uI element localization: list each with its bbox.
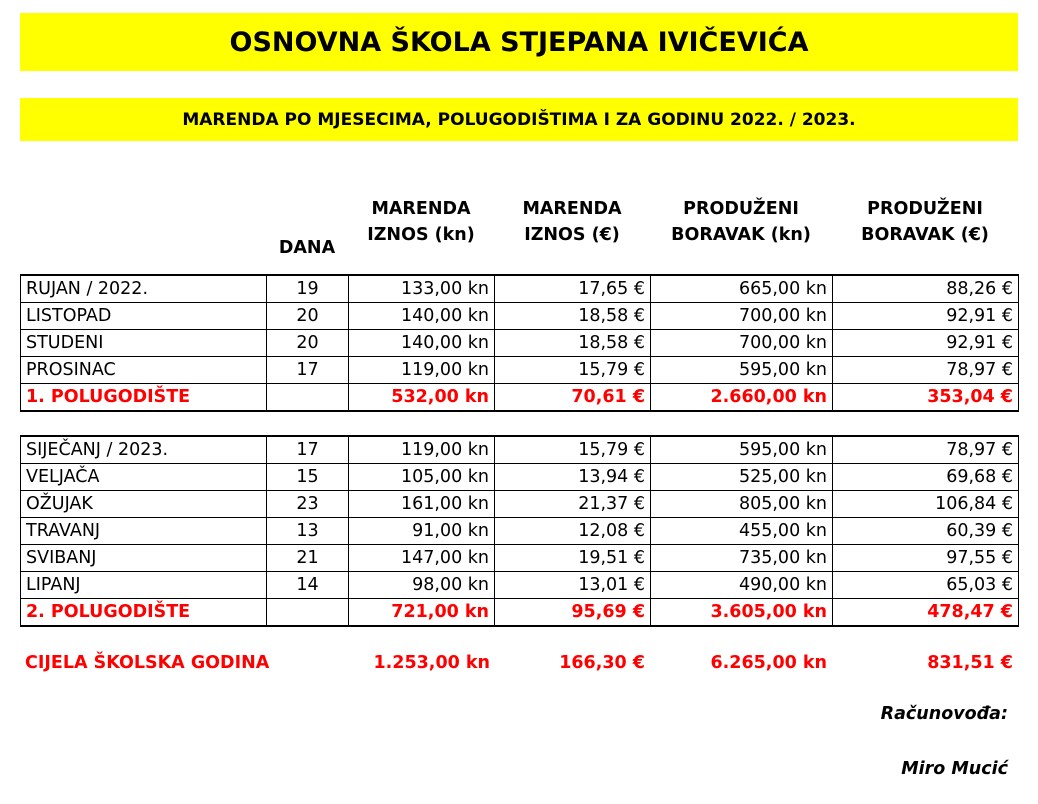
boravak-kn-cell: 700,00 kn: [651, 330, 833, 357]
marenda-kn-cell: 119,00 kn: [349, 436, 495, 464]
header-line: BORAVAK (€): [861, 225, 989, 245]
year-boravak-eur: 831,51 €: [927, 653, 1013, 673]
marenda-eur-cell: 17,65 €: [495, 275, 651, 303]
table-row: [21, 303, 1019, 330]
table-row: [21, 436, 1019, 464]
boravak-kn-cell: 805,00 kn: [651, 491, 833, 518]
month-cell: VELJAČA: [21, 464, 267, 491]
year-total-row: [20, 648, 1018, 678]
boravak-eur-cell: 78,97 €: [833, 436, 1019, 464]
boravak-kn-cell: 2.660,00 kn: [651, 384, 833, 412]
month-cell: PROSINAC: [21, 357, 267, 384]
year-marenda-eur: 166,30 €: [559, 653, 645, 673]
days-cell: 15: [267, 464, 349, 491]
month-cell: RUJAN / 2022.: [21, 275, 267, 303]
table-row: [21, 545, 1019, 572]
boravak-kn-cell: 595,00 kn: [651, 436, 833, 464]
boravak-eur-cell: 92,91 €: [833, 303, 1019, 330]
month-cell: STUDENI: [21, 330, 267, 357]
days-cell: 20: [267, 303, 349, 330]
month-cell: LIPANJ: [21, 572, 267, 599]
boravak-eur-cell: 69,68 €: [833, 464, 1019, 491]
boravak-kn-cell: 735,00 kn: [651, 545, 833, 572]
marenda-eur-cell: 21,37 €: [495, 491, 651, 518]
accountant-role: Računovođa:: [880, 704, 1008, 724]
marenda-kn-cell: 721,00 kn: [349, 599, 495, 627]
semester1-table: [20, 274, 1019, 412]
marenda-eur-cell: 18,58 €: [495, 330, 651, 357]
boravak-eur-cell: 60,39 €: [833, 518, 1019, 545]
days-cell: 13: [267, 518, 349, 545]
page-title-banner: [20, 13, 1018, 71]
days-cell: [267, 384, 349, 412]
boravak-eur-cell: 88,26 €: [833, 275, 1019, 303]
header-line: IZNOS (kn): [367, 225, 475, 245]
boravak-eur-cell: 353,04 €: [833, 384, 1019, 412]
boravak-kn-cell: 595,00 kn: [651, 357, 833, 384]
header-marenda-eur: [494, 196, 650, 248]
header-dana-label: DANA: [278, 238, 336, 258]
boravak-kn-cell: 455,00 kn: [651, 518, 833, 545]
table-row: [21, 518, 1019, 545]
page-title: OSNOVNA ŠKOLA STJEPANA IVIČEVIĆA: [229, 26, 809, 58]
table-row: [21, 357, 1019, 384]
days-cell: [267, 599, 349, 627]
marenda-kn-cell: 140,00 kn: [349, 330, 495, 357]
marenda-kn-cell: 98,00 kn: [349, 572, 495, 599]
marenda-eur-cell: 15,79 €: [495, 357, 651, 384]
boravak-eur-cell: 92,91 €: [833, 330, 1019, 357]
header-line: MARENDA: [522, 199, 622, 219]
semester2-total-row: [21, 599, 1019, 627]
marenda-kn-cell: 91,00 kn: [349, 518, 495, 545]
table-row: [21, 464, 1019, 491]
subtitle-banner: [20, 98, 1018, 141]
marenda-eur-cell: 19,51 €: [495, 545, 651, 572]
year-marenda-kn: 1.253,00 kn: [373, 653, 490, 673]
header-dana: [266, 235, 348, 261]
days-cell: 17: [267, 436, 349, 464]
boravak-kn-cell: 700,00 kn: [651, 303, 833, 330]
boravak-eur-cell: 65,03 €: [833, 572, 1019, 599]
boravak-kn-cell: 490,00 kn: [651, 572, 833, 599]
accountant-name: Miro Mucić: [901, 759, 1008, 779]
month-cell: LISTOPAD: [21, 303, 267, 330]
days-cell: 19: [267, 275, 349, 303]
days-cell: 20: [267, 330, 349, 357]
header-line: IZNOS (€): [524, 225, 620, 245]
marenda-eur-cell: 13,01 €: [495, 572, 651, 599]
days-cell: 14: [267, 572, 349, 599]
total-label-cell: 1. POLUGODIŠTE: [21, 384, 267, 412]
marenda-eur-cell: 95,69 €: [495, 599, 651, 627]
header-line: BORAVAK (kn): [671, 225, 811, 245]
marenda-kn-cell: 133,00 kn: [349, 275, 495, 303]
marenda-kn-cell: 119,00 kn: [349, 357, 495, 384]
marenda-kn-cell: 140,00 kn: [349, 303, 495, 330]
table-row: [21, 491, 1019, 518]
marenda-eur-cell: 70,61 €: [495, 384, 651, 412]
marenda-kn-cell: 532,00 kn: [349, 384, 495, 412]
boravak-kn-cell: 525,00 kn: [651, 464, 833, 491]
header-boravak-kn: [650, 196, 832, 248]
boravak-kn-cell: 3.605,00 kn: [651, 599, 833, 627]
marenda-eur-cell: 13,94 €: [495, 464, 651, 491]
marenda-eur-cell: 15,79 €: [495, 436, 651, 464]
semester1-total-row: [21, 384, 1019, 412]
marenda-kn-cell: 105,00 kn: [349, 464, 495, 491]
month-cell: SIJEČANJ / 2023.: [21, 436, 267, 464]
header-boravak-eur: [832, 196, 1018, 248]
header-line: PRODUŽENI: [867, 199, 983, 219]
month-cell: SVIBANJ: [21, 545, 267, 572]
year-boravak-kn: 6.265,00 kn: [710, 653, 827, 673]
boravak-eur-cell: 478,47 €: [833, 599, 1019, 627]
boravak-eur-cell: 78,97 €: [833, 357, 1019, 384]
boravak-eur-cell: 97,55 €: [833, 545, 1019, 572]
month-cell: OŽUJAK: [21, 491, 267, 518]
marenda-kn-cell: 161,00 kn: [349, 491, 495, 518]
table-row: [21, 572, 1019, 599]
boravak-kn-cell: 665,00 kn: [651, 275, 833, 303]
page-subtitle: MARENDA PO MJESECIMA, POLUGODIŠTIMA I ZA GODINU 2022. / 2023.: [182, 109, 856, 130]
header-line: MARENDA: [371, 199, 471, 219]
days-cell: 17: [267, 357, 349, 384]
table-row: [21, 330, 1019, 357]
total-label-cell: 2. POLUGODIŠTE: [21, 599, 267, 627]
marenda-kn-cell: 147,00 kn: [349, 545, 495, 572]
marenda-eur-cell: 12,08 €: [495, 518, 651, 545]
header-line: PRODUŽENI: [683, 199, 799, 219]
days-cell: 21: [267, 545, 349, 572]
semester2-table: [20, 435, 1019, 627]
marenda-eur-cell: 18,58 €: [495, 303, 651, 330]
days-cell: 23: [267, 491, 349, 518]
month-cell: TRAVANJ: [21, 518, 267, 545]
header-marenda-kn: [348, 196, 494, 248]
boravak-eur-cell: 106,84 €: [833, 491, 1019, 518]
table-row: [21, 275, 1019, 303]
year-total-label: CIJELA ŠKOLSKA GODINA: [25, 653, 270, 673]
